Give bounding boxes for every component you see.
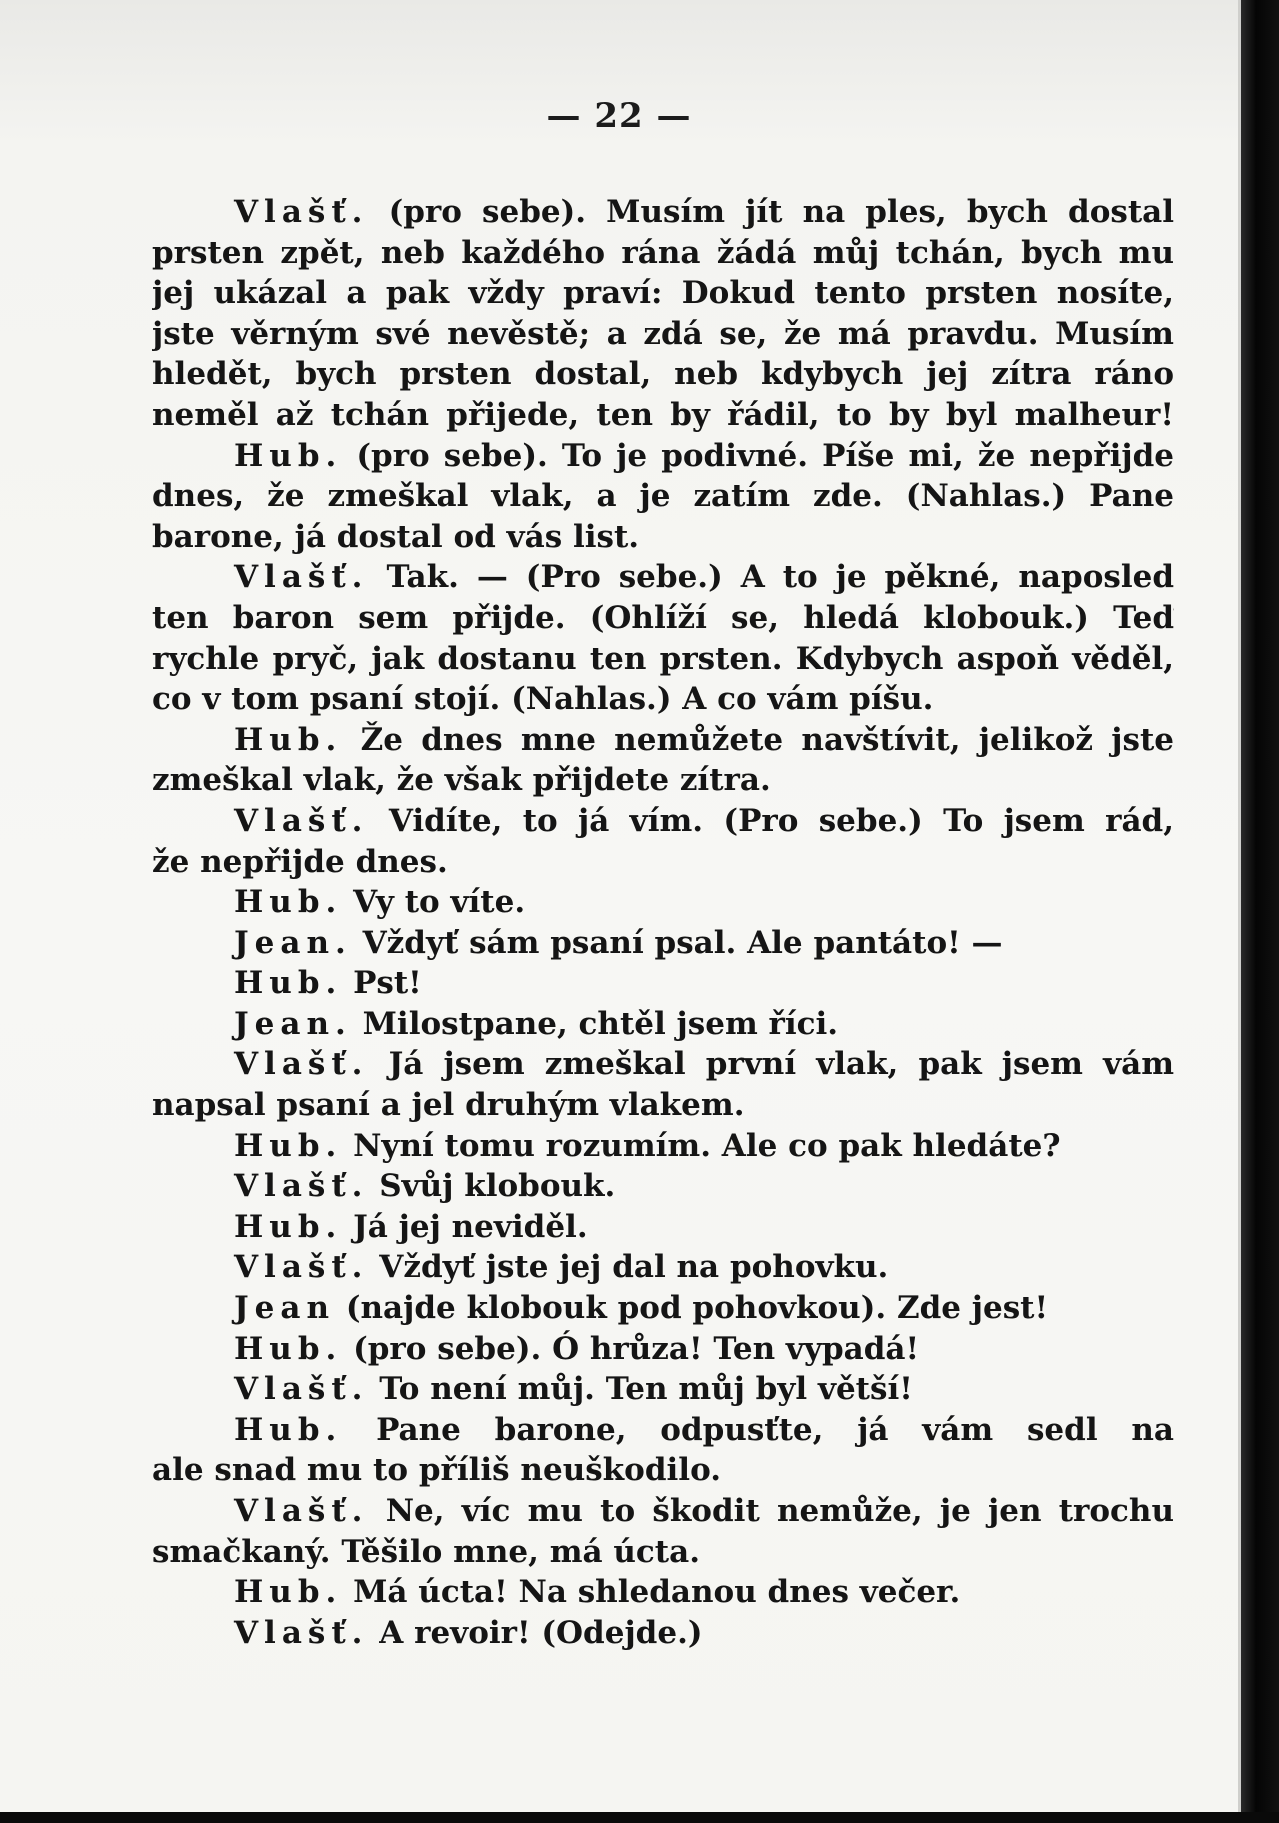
line-text: Nyní tomu rozumím. Ale co pak hledáte? (353, 1127, 1061, 1164)
speaker-name: Hub. (234, 884, 343, 921)
line-text: dnes, že zmeškal vlak, a je zatím zde. (Nahlas.) Pane (152, 478, 1174, 515)
text-line (152, 1207, 1174, 1248)
speaker-name: Vlašť. (234, 1614, 369, 1651)
text-line (152, 354, 1174, 395)
page-number: — 22 — (546, 96, 692, 136)
line-text: Vy to víte. (353, 884, 526, 921)
line-text: Vidíte, to já vím. (Pro sebe.) To jsem rád, (388, 802, 1174, 839)
speaker-name: Hub. (234, 1208, 343, 1245)
speaker-name: Vlašť. (234, 194, 369, 230)
text-line (152, 1613, 1174, 1654)
speaker-name: Vlašť. (234, 1249, 369, 1286)
speaker-name: Hub. (234, 1127, 343, 1164)
text-line (152, 1572, 1174, 1613)
text-line (152, 1369, 1174, 1410)
line-text: Já jej neviděl. (353, 1208, 588, 1245)
text-line (152, 1044, 1174, 1085)
text-line (152, 192, 1174, 233)
line-text: Má úcta! Na shledanou dnes večer. (353, 1574, 961, 1611)
speaker-name: Vlašť. (234, 1168, 369, 1205)
text-line (152, 557, 1174, 598)
line-text: jste věrným své nevěstě; a zdá se, že má pravdu. Musím (152, 315, 1174, 352)
text-line (152, 1247, 1174, 1288)
text-line (152, 1410, 1174, 1451)
text-line (152, 517, 1174, 558)
line-text: (pro sebe). To je podivné. Píše mi, že nepřijde (356, 437, 1174, 474)
text-line (152, 598, 1174, 639)
line-text: Ne, víc mu to škodit nemůže, je jen trochu (385, 1493, 1174, 1529)
line-text: zmeškal vlak, že však přijdete zítra. (152, 762, 771, 799)
text-line (152, 1004, 1174, 1045)
speaker-name: Jean. (234, 924, 352, 961)
speaker-name: Hub. (234, 965, 343, 1002)
text-line (152, 679, 1174, 720)
text-line (152, 233, 1174, 274)
scan-edge-bottom (0, 1812, 1279, 1823)
text-line (152, 760, 1174, 801)
text-line (152, 801, 1174, 842)
text-line (152, 1450, 1174, 1491)
text-line (152, 1288, 1174, 1329)
line-text: co v tom psaní stojí. (Nahlas.) A co vám píšu. (152, 681, 934, 718)
speaker-name: Vlašť. (234, 802, 369, 839)
text-line (152, 436, 1174, 477)
line-text: napsal psaní a jel druhým vlakem. (152, 1087, 745, 1124)
speaker-name: Hub. (234, 721, 343, 758)
line-text: neměl až tchán přijede, ten by řádil, to by byl malheur! (152, 396, 1174, 433)
line-text: barone, já dostal od vás list. (152, 518, 640, 555)
speaker-name: Hub. (234, 437, 343, 474)
speaker-name: Hub. (234, 1330, 343, 1367)
speaker-name: Hub. (234, 1411, 343, 1448)
scan-edge-right (1241, 0, 1279, 1823)
speaker-name: Hub. (234, 1574, 343, 1611)
line-text: Vždyť jste jej dal na pohovku. (379, 1249, 889, 1286)
line-text: že nepřijde dnes. (152, 843, 448, 880)
text-line (152, 1166, 1174, 1207)
text-line (152, 882, 1174, 923)
speaker-name: Vlašť. (234, 1046, 369, 1083)
line-text: hledět, bych prsten dostal, neb kdybych jej zítra ráno (152, 356, 1174, 393)
speaker-name: Jean (234, 1290, 336, 1327)
text-line (152, 273, 1174, 314)
line-text: smačkaný. Těšilo mne, má úcta. (152, 1533, 701, 1570)
speaker-name: Vlašť. (234, 559, 369, 596)
text-line (152, 720, 1174, 761)
line-text: A revoir! (Odejde.) (379, 1614, 703, 1651)
line-text: (pro sebe). Ó hrůza! Ten vypadá! (353, 1330, 920, 1367)
line-text: Pst! (353, 965, 422, 1002)
text-line (152, 842, 1174, 883)
line-text: (pro sebe). Musím jít na ples, bych dostal (388, 194, 1174, 230)
line-text: ten baron sem přijde. (Ohlíží se, hledá klobouk.) Teď (152, 599, 1174, 636)
text-line (152, 1532, 1174, 1573)
text-line (152, 923, 1174, 964)
line-text: ale snad mu to příliš neuškodilo. (152, 1452, 721, 1489)
speaker-name: Jean. (234, 1005, 352, 1042)
text-line (152, 1085, 1174, 1126)
text-line (152, 314, 1174, 355)
text-line (152, 639, 1174, 680)
line-text: Milostpane, chtěl jsem říci. (362, 1005, 839, 1042)
text-line (152, 1126, 1174, 1167)
speaker-name: Vlašť. (234, 1371, 369, 1408)
text-line (152, 1491, 1174, 1532)
line-text: Svůj klobouk. (379, 1168, 616, 1205)
line-text: rychle pryč, jak dostanu ten prsten. Kdybych aspoň věděl, (152, 640, 1174, 677)
line-text: Vždyť sám psaní psal. Ale pantáto! — (362, 924, 1003, 961)
play-text (152, 192, 1174, 1653)
line-text: jej ukázal a pak vždy praví: Dokud tento prsten nosíte, (152, 275, 1174, 312)
line-text: Tak. — (Pro sebe.) A to je pěkné, naposled (386, 559, 1174, 596)
line-text: To není můj. Ten můj byl větší! (379, 1371, 913, 1408)
text-line (152, 395, 1174, 436)
line-text: Pane barone, odpusťte, já vám sedl na (376, 1411, 1174, 1448)
speaker-name: Vlašť. (234, 1493, 369, 1529)
line-text: Já jsem zmeškal první vlak, pak jsem vám (388, 1046, 1174, 1083)
text-line (152, 1329, 1174, 1370)
line-text: Že dnes mne nemůžete navštívit, jelikož jste (360, 721, 1174, 758)
text-line (152, 963, 1174, 1004)
line-text: (najde klobouk pod pohovkou). Zde jest! (345, 1290, 1049, 1327)
line-text: prsten zpět, neb každého rána žádá můj tchán, bych mu (152, 234, 1174, 271)
text-line (152, 476, 1174, 517)
